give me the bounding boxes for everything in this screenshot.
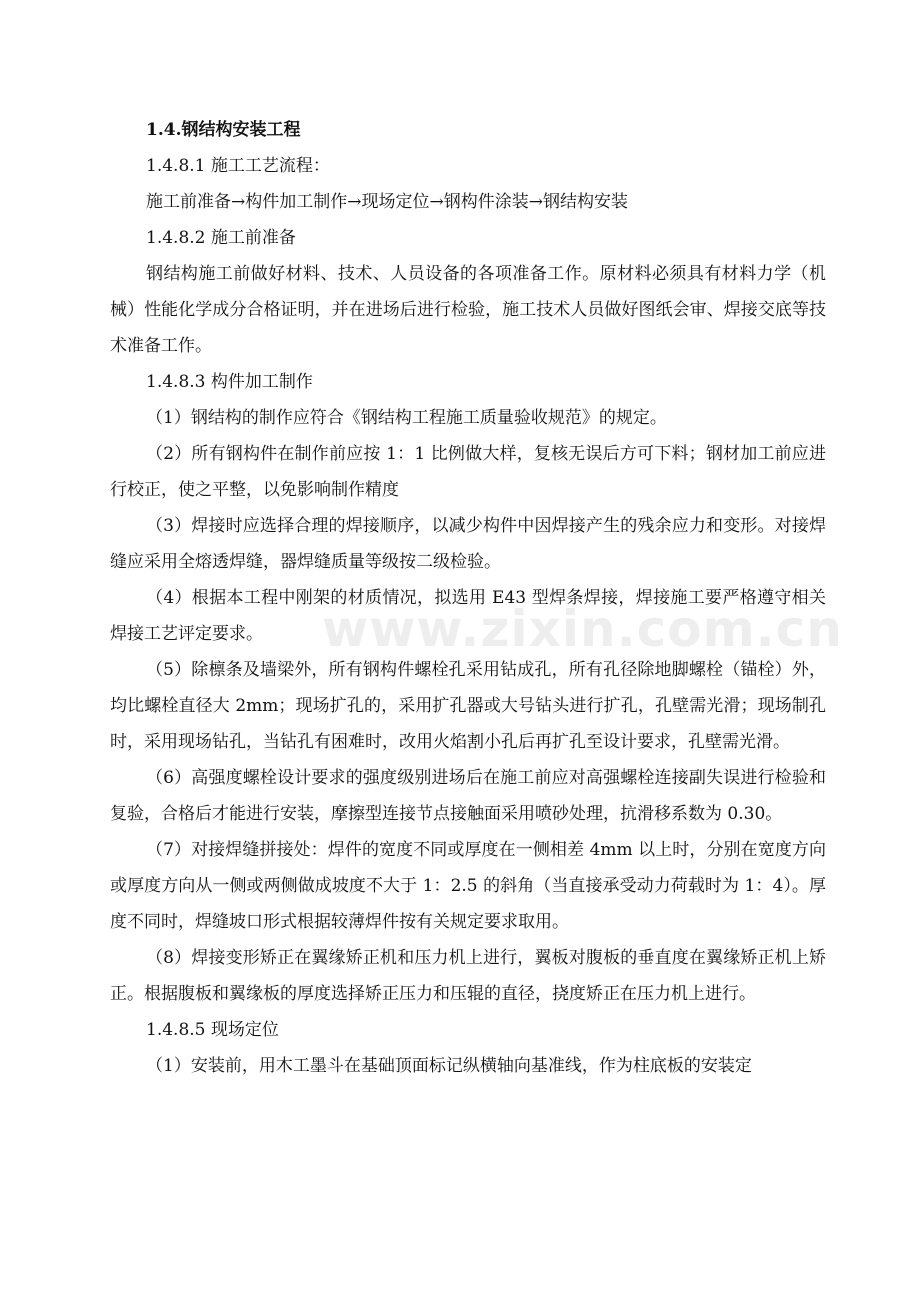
fabrication-item-4: （4）根据本工程中刚架的材质情况，拟选用 E43 型焊条焊接，焊接施工要严格遵守相关焊接工艺评定要求。 (110, 588, 826, 644)
fabrication-item-6: （6）高强度螺栓设计要求的强度级别进场后在施工前应对高强螺栓连接副失误进行检验和复验，合格后才能进行安装，摩擦型连接节点接触面采用喷砂处理，抗滑移系数为 0.30。 (110, 768, 826, 824)
subsection-title-4-8-2: 1.4.8.2 施工前准备 (146, 228, 296, 248)
subsection-title-4-8-5: 1.4.8.5 现场定位 (146, 1020, 279, 1040)
fabrication-item-8: （8）焊接变形矫正在翼缘矫正机和压力机上进行，翼板对腹板的垂直度在翼缘矫正机上矫正。根据腹板和翼缘板的厚度选择矫正压力和压辊的直径，挠度矫正在压力机上进行。 (110, 948, 826, 1004)
subsection-title-4-8-1: 1.4.8.1 施工工艺流程： (146, 156, 330, 176)
preparation-paragraph: 钢结构施工前做好材料、技术、人员设备的各项准备工作。原材料必须具有材料力学（机械）性能化学成分合格证明，并在进场后进行检验，施工技术人员做好图纸会审、焊接交底等技术准备工作。 (110, 264, 826, 356)
document-body (110, 112, 826, 1084)
fabrication-item-1: （1）钢结构的制作应符合《钢结构工程施工质量验收规范》的规定。 (146, 408, 667, 428)
fabrication-item-7: （7）对接焊缝拼接处：焊件的宽度不同或厚度在一侧相差 4mm 以上时，分别在宽度方向或厚度方向从一侧或两侧做成坡度不大于 1：2.5 的斜角（当直接承受动力荷载时为 1：4）。厚度不同时，焊缝坡口形式根据较薄焊件按有关规定要求取用。 (110, 840, 826, 932)
process-flow-text: 施工前准备→构件加工制作→现场定位→钢构件涂装→钢结构安装 (146, 192, 628, 212)
fabrication-item-5: （5）除檩条及墙梁外，所有钢构件螺栓孔采用钻成孔，所有孔径除地脚螺栓（锚栓）外，均比螺栓直径大 2mm；现场扩孔的，采用扩孔器或大号钻头进行扩孔，孔壁需光滑；现场制孔时，采用现场钻孔，当钻孔有困难时，改用火焰割小孔后再扩孔至设计要求，孔壁需光滑。 (110, 660, 826, 752)
fabrication-item-3: （3）焊接时应选择合理的焊接顺序，以减少构件中因焊接产生的残余应力和变形。对接焊缝应采用全熔透焊缝，器焊缝质量等级按二级检验。 (110, 516, 826, 572)
watermark: www.zixin.com.cn (322, 600, 843, 658)
positioning-item-1: （1）安装前，用木工墨斗在基础顶面标记纵横轴向基准线，作为柱底板的安装定 (146, 1056, 752, 1076)
subsection-title-4-8-3: 1.4.8.3 构件加工制作 (146, 372, 313, 392)
section-heading: 1.4.钢结构安装工程 (146, 120, 301, 140)
fabrication-item-2: （2）所有钢构件在制作前应按 1：1 比例做大样，复核无误后方可下料；钢材加工前应进行校正，使之平整，以免影响制作精度 (110, 444, 826, 500)
